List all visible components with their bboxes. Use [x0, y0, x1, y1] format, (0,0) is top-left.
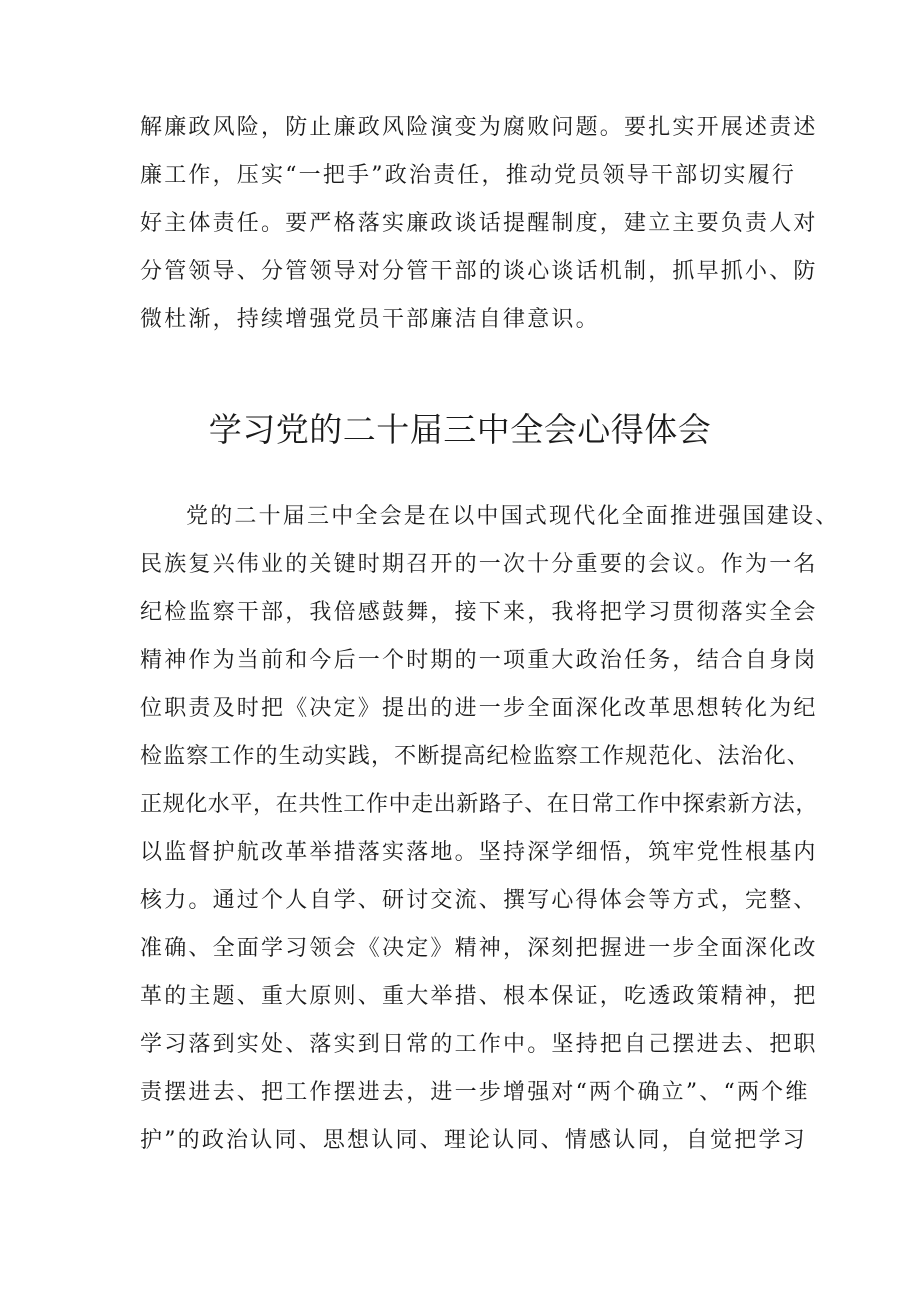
paragraph-line: 好主体责任。要严格落实廉政谈话提醒制度，建立主要负责人对 [140, 211, 818, 236]
paragraph-line: 责摆进去、把工作摆进去，进一步增强对“两个确立”、“两个维 [140, 1080, 810, 1105]
paragraph-line: 精神作为当前和今后一个时期的一项重大政治任务，结合自身岗 [140, 648, 818, 673]
paragraph-line: 以监督护航改革举措落实落地。坚持深学细悟，筑牢党性根基内 [140, 840, 818, 865]
paragraph-line: 正规化水平，在共性工作中走出新路子、在日常工作中探索新方法， [140, 792, 819, 817]
paragraph-line: 微杜渐，持续增强党员干部廉洁自律意识。 [140, 307, 600, 332]
paragraph-line: 解廉政风险，防止廉政风险演变为腐败问题。要扎实开展述责述 [140, 115, 818, 140]
paragraph-line: 廉工作，压实“一把手”政治责任，推动党员领导干部切实履行 [140, 163, 797, 188]
paragraph-line: 检监察工作的生动实践，不断提高纪检监察工作规范化、法治化、 [140, 744, 810, 769]
paragraph-line: 纪检监察干部，我倍感鼓舞，接下来，我将把学习贯彻落实全会 [140, 600, 818, 625]
paragraph-line: 党的二十届三中全会是在以中国式现代化全面推进强国建设、 [186, 504, 840, 529]
paragraph-line: 核力。通过个人自学、研讨交流、撰写心得体会等方式，完整、 [140, 888, 818, 913]
paragraph-line: 准确、全面学习领会《决定》精神，深刻把握进一步全面深化改 [140, 936, 818, 961]
paragraph-line: 学习落到实处、落实到日常的工作中。坚持把自己摆进去、把职 [140, 1032, 818, 1057]
paragraph-line: 护”的政治认同、思想认同、理论认同、情感认同，自觉把学习 [140, 1128, 807, 1153]
paragraph-line: 民族复兴伟业的关键时期召开的一次十分重要的会议。作为一名 [140, 552, 818, 577]
paragraph-line: 革的主题、重大原则、重大举措、根本保证，吃透政策精神，把 [140, 984, 818, 1009]
paragraph-line: 分管领导、分管领导对分管干部的谈心谈话机制，抓早抓小、防 [140, 259, 818, 284]
article-title: 学习党的二十届三中全会心得体会 [208, 410, 712, 449]
paragraph-line: 位职责及时把《决定》提出的进一步全面深化改革思想转化为纪 [140, 696, 818, 721]
